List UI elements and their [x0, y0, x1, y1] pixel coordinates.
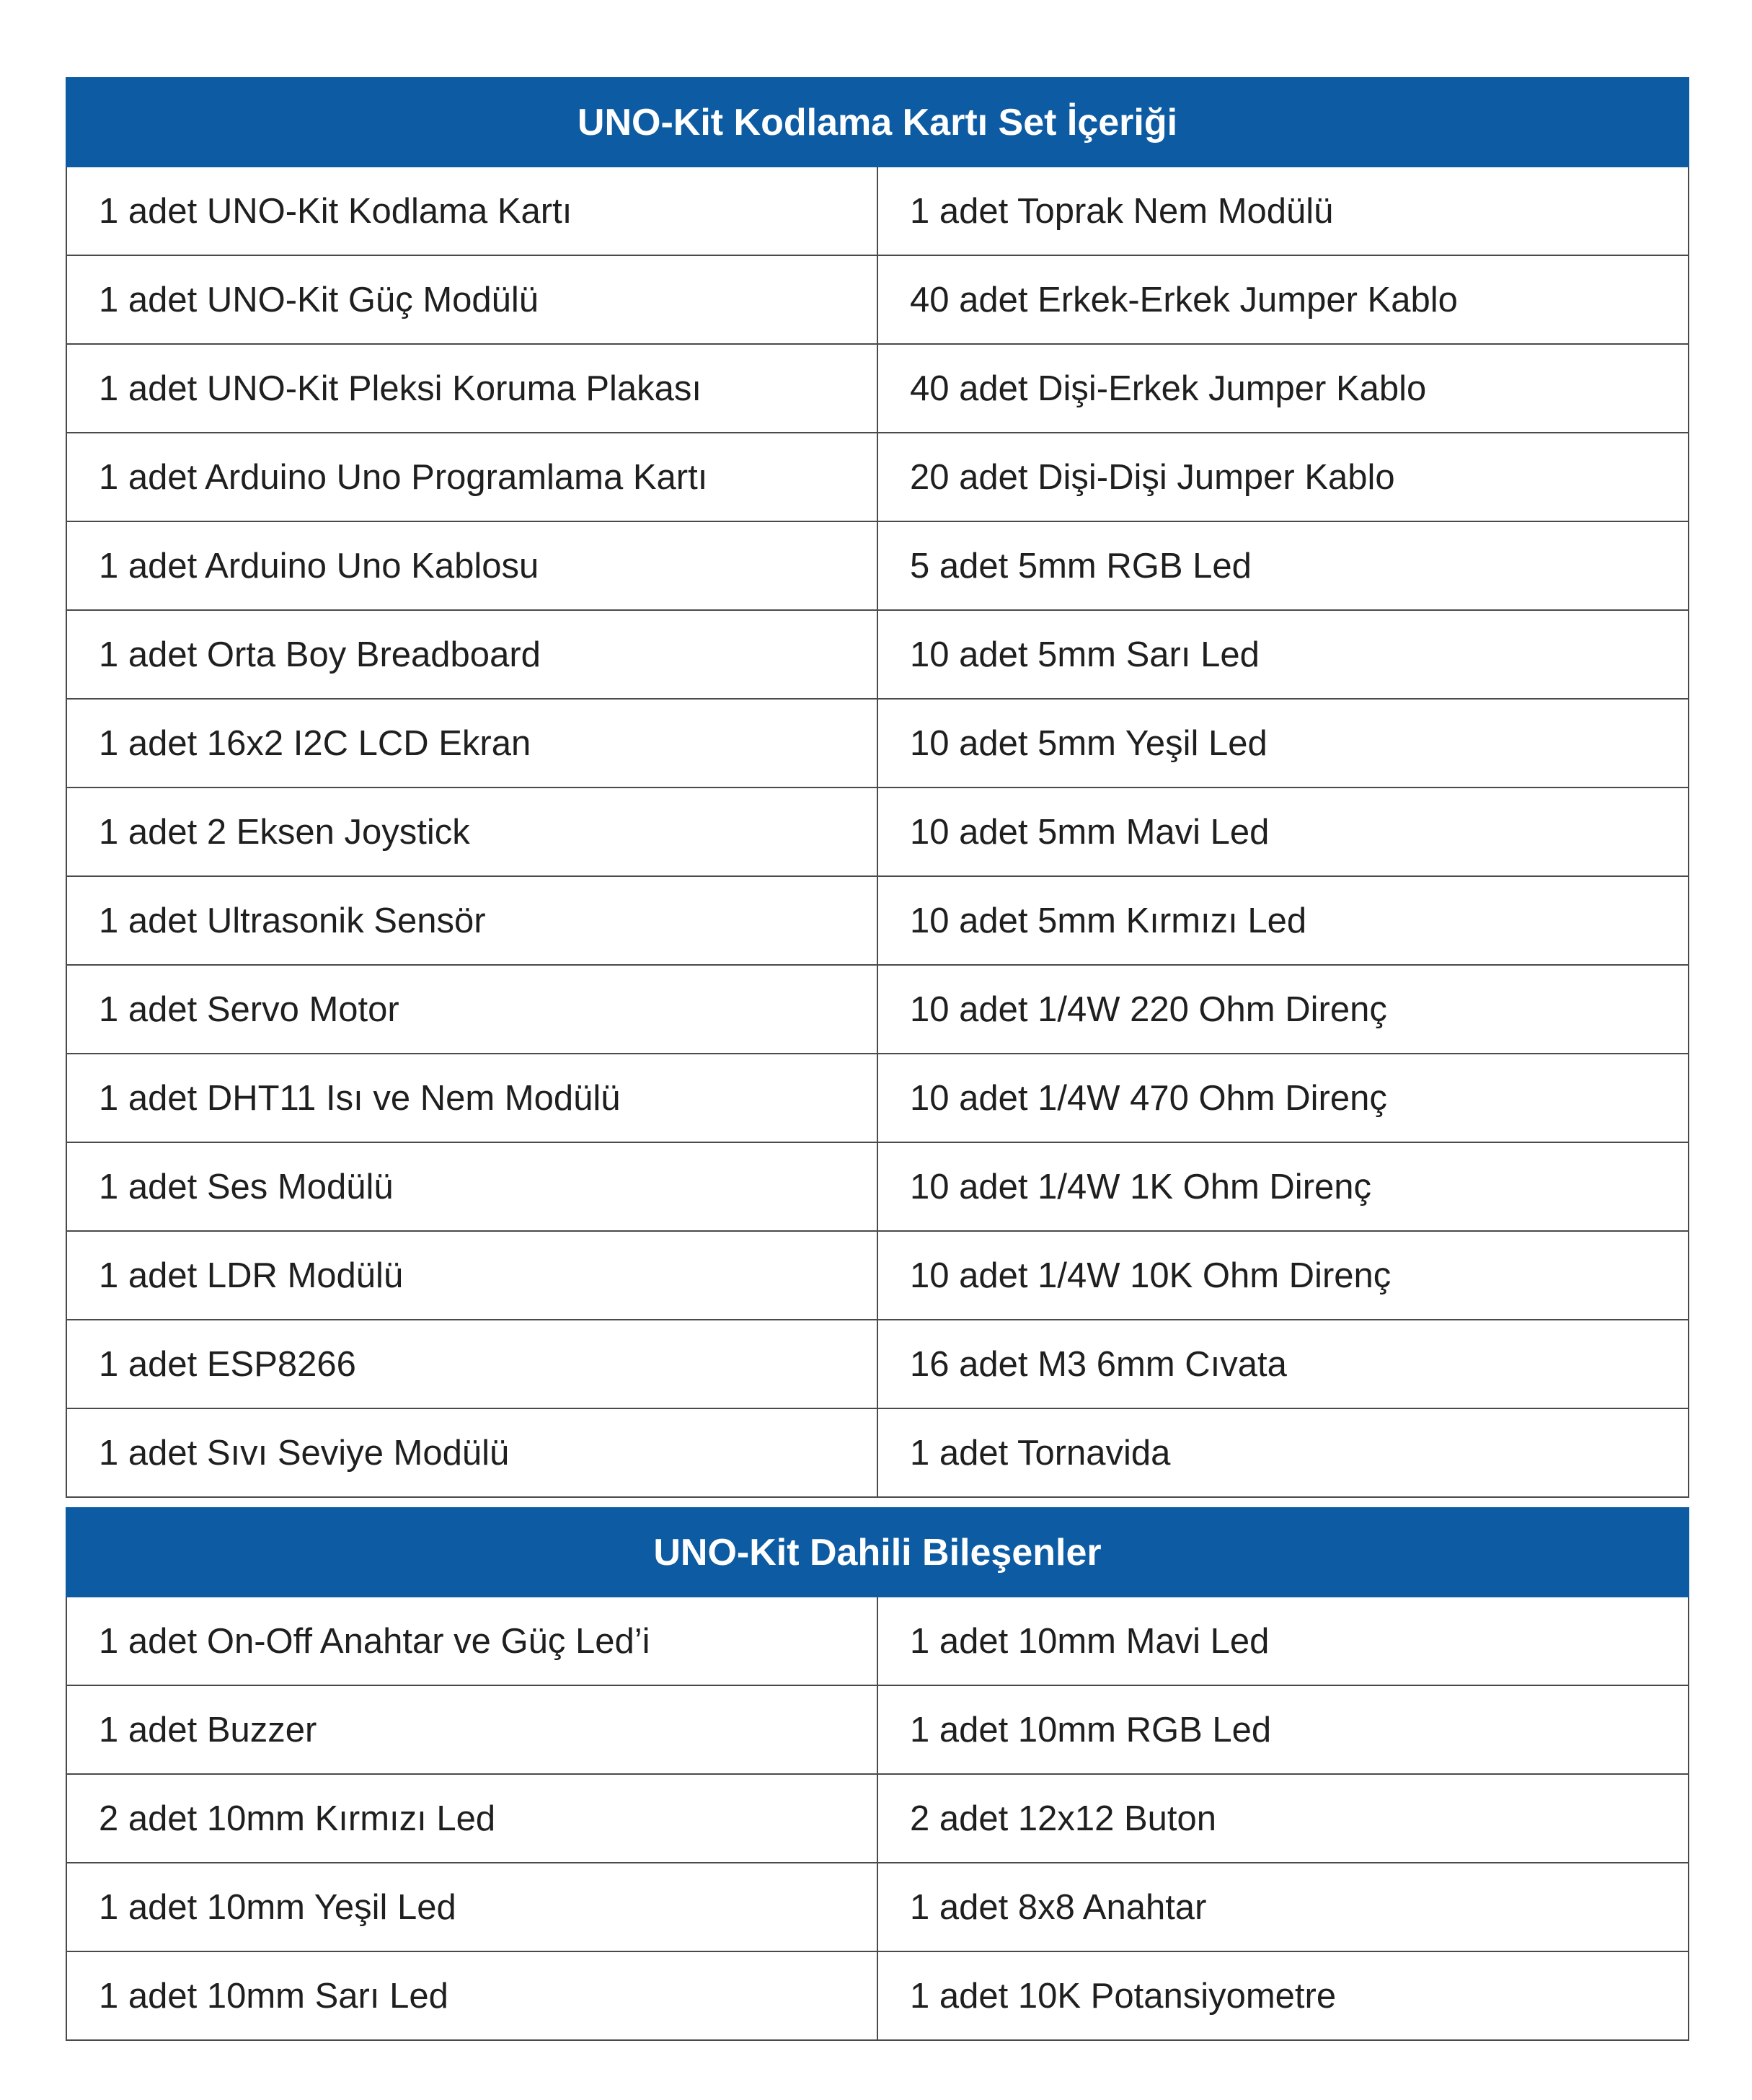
table-row [66, 610, 1689, 699]
table-row [66, 344, 1689, 433]
table-cell: 1 adet Servo Motor [66, 965, 877, 1054]
table-cell: 1 adet UNO-Kit Güç Modülü [66, 255, 877, 344]
table-row [66, 1054, 1689, 1142]
table-cell: 10 adet 1/4W 1K Ohm Direnç [877, 1142, 1689, 1231]
table-row [66, 1320, 1689, 1408]
table-row [66, 1408, 1689, 1497]
table-cell: 1 adet UNO-Kit Pleksi Koruma Plakası [66, 344, 877, 433]
table-cell: 10 adet 5mm Mavi Led [877, 788, 1689, 876]
table-cell: 10 adet 1/4W 10K Ohm Direnç [877, 1231, 1689, 1320]
table-header-row [66, 78, 1689, 167]
table-cell: 1 adet 10mm Yeşil Led [66, 1863, 877, 1951]
table-row [66, 1774, 1689, 1863]
table-cell: 16 adet M3 6mm Cıvata [877, 1320, 1689, 1408]
table-cell: 2 adet 12x12 Buton [877, 1774, 1689, 1863]
table-title: UNO-Kit Kodlama Kartı Set İçeriği [66, 78, 1689, 167]
table-title: UNO-Kit Dahili Bileşenler [66, 1508, 1689, 1597]
table-row [66, 1142, 1689, 1231]
table-cell: 1 adet On-Off Anahtar ve Güç Led’i [66, 1597, 877, 1685]
table-cell: 1 adet Ultrasonik Sensör [66, 876, 877, 965]
table-row [66, 788, 1689, 876]
table-cell: 10 adet 1/4W 470 Ohm Direnç [877, 1054, 1689, 1142]
table-row [66, 433, 1689, 521]
table-row [66, 255, 1689, 344]
table-cell: 20 adet Dişi-Dişi Jumper Kablo [877, 433, 1689, 521]
table-cell: 1 adet Sıvı Seviye Modülü [66, 1408, 877, 1497]
table-row [66, 1231, 1689, 1320]
table-row [66, 1951, 1689, 2040]
table-cell: 1 adet UNO-Kit Kodlama Kartı [66, 167, 877, 255]
table-row [66, 876, 1689, 965]
table-cell: 10 adet 1/4W 220 Ohm Direnç [877, 965, 1689, 1054]
table-cell: 1 adet ESP8266 [66, 1320, 877, 1408]
table-cell: 1 adet 10mm Sarı Led [66, 1951, 877, 2040]
table-row [66, 521, 1689, 610]
table-cell: 1 adet 2 Eksen Joystick [66, 788, 877, 876]
table-cell: 1 adet Arduino Uno Programlama Kartı [66, 433, 877, 521]
table-row [66, 965, 1689, 1054]
table-cell: 40 adet Dişi-Erkek Jumper Kablo [877, 344, 1689, 433]
table-cell: 1 adet DHT11 Isı ve Nem Modülü [66, 1054, 877, 1142]
table-body [66, 167, 1689, 1497]
table-cell: 1 adet Ses Modülü [66, 1142, 877, 1231]
builtin-components-table [66, 1507, 1689, 2041]
table-cell: 1 adet Tornavida [877, 1408, 1689, 1497]
table-cell: 1 adet 10mm Mavi Led [877, 1597, 1689, 1685]
table-cell: 2 adet 10mm Kırmızı Led [66, 1774, 877, 1863]
table-row [66, 1863, 1689, 1951]
table-cell: 1 adet 16x2 I2C LCD Ekran [66, 699, 877, 788]
table-row [66, 167, 1689, 255]
table-row [66, 699, 1689, 788]
table-cell: 10 adet 5mm Yeşil Led [877, 699, 1689, 788]
table-body [66, 1597, 1689, 2040]
table-cell: 1 adet LDR Modülü [66, 1231, 877, 1320]
table-cell: 1 adet 10mm RGB Led [877, 1685, 1689, 1774]
table-cell: 1 adet Orta Boy Breadboard [66, 610, 877, 699]
set-contents-table [66, 77, 1689, 1498]
table-cell: 1 adet Toprak Nem Modülü [877, 167, 1689, 255]
table-cell: 1 adet Arduino Uno Kablosu [66, 521, 877, 610]
table-cell: 5 adet 5mm RGB Led [877, 521, 1689, 610]
table-row [66, 1685, 1689, 1774]
table-cell: 1 adet 10K Potansiyometre [877, 1951, 1689, 2040]
table-row [66, 1597, 1689, 1685]
table-cell: 1 adet Buzzer [66, 1685, 877, 1774]
table-cell: 10 adet 5mm Kırmızı Led [877, 876, 1689, 965]
table-cell: 40 adet Erkek-Erkek Jumper Kablo [877, 255, 1689, 344]
table-header-row [66, 1508, 1689, 1597]
table-cell: 10 adet 5mm Sarı Led [877, 610, 1689, 699]
table-cell: 1 adet 8x8 Anahtar [877, 1863, 1689, 1951]
